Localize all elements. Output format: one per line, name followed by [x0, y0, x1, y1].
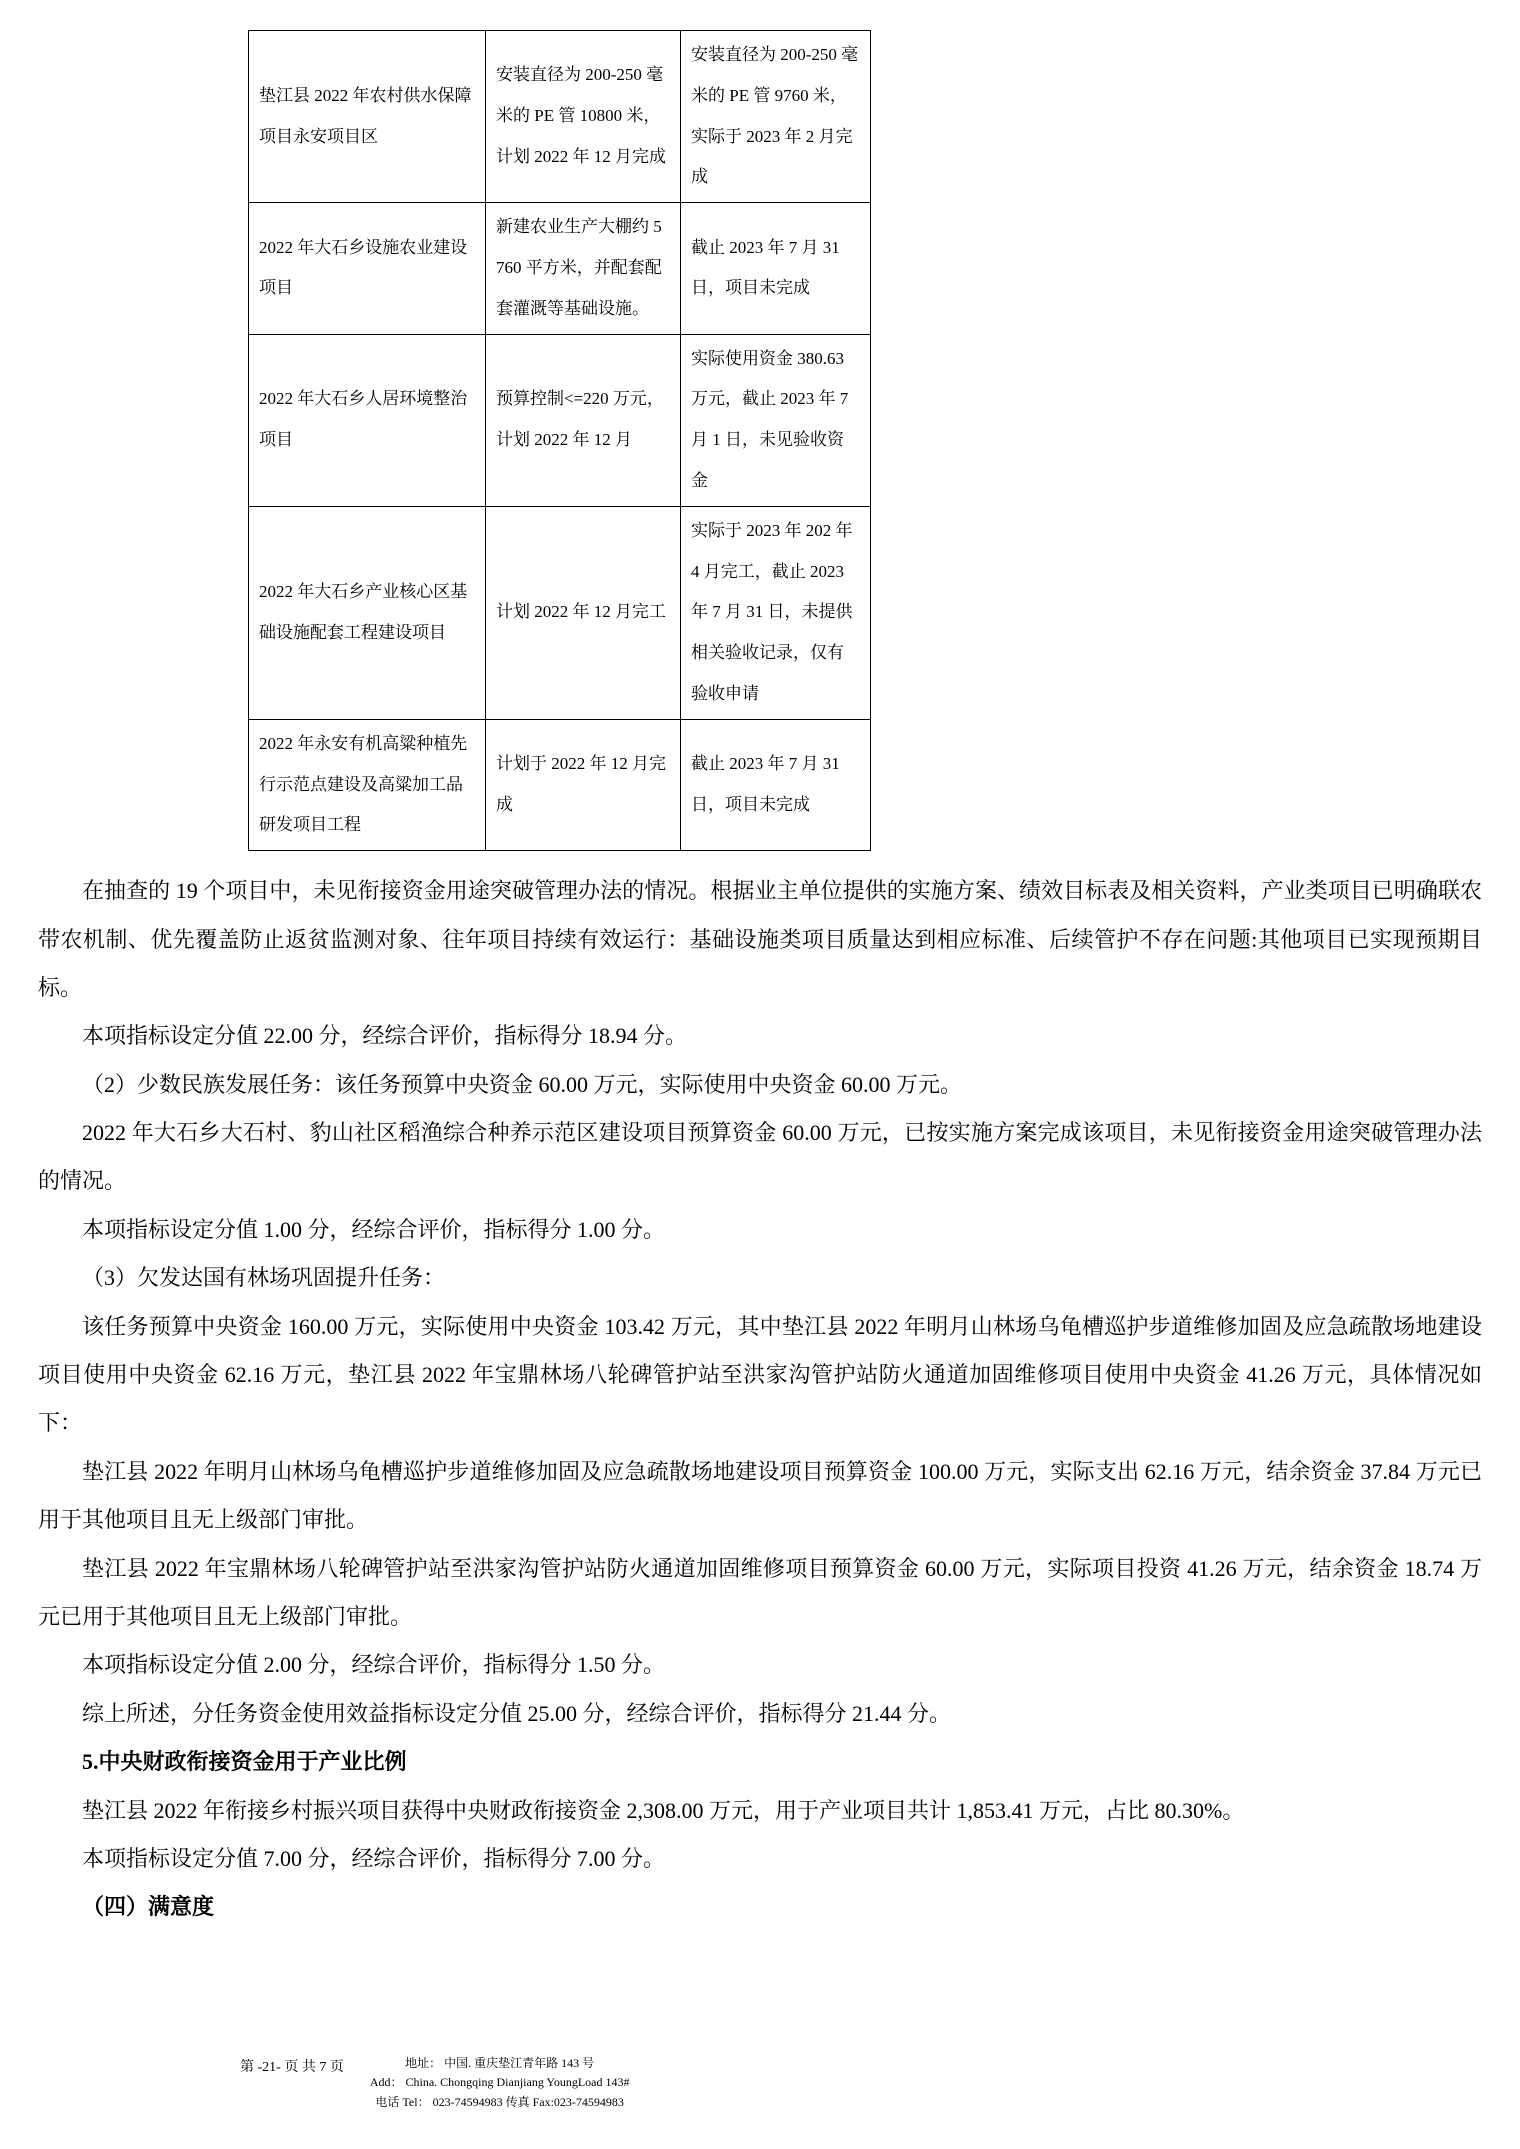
- cell-planned-target: 新建农业生产大棚约 5760 平方米，并配套配套灌溉等基础设施。: [486, 203, 681, 334]
- cell-project-name: 2022 年大石乡设施农业建设项目: [249, 203, 486, 334]
- footer-page-number: 第 -21- 页 共 7 页: [240, 2059, 344, 2075]
- cell-project-name: 垫江县 2022 年农村供水保障项目永安项目区: [249, 31, 486, 203]
- table-row: [249, 334, 871, 506]
- paragraph: 在抽查的 19 个项目中，未见衔接资金用途突破管理办法的情况。根据业主单位提供的实施方案、绩效目标表及相关资料，产业类项目已明确联农带农机制、优先覆盖防止返贫监测对象、往年项目持续有效运行：基础设施类项目质量达到相应标准、后续管护不存在问题:其他项目已实现预期目标。: [38, 878, 1482, 1000]
- report-body: [38, 867, 1482, 1932]
- cell-actual-result: 实际使用资金 380.63 万元，截止 2023 年 7 月 1 日，未见验收资金: [681, 334, 871, 506]
- cell-planned-target: 计划于 2022 年 12 月完成: [486, 719, 681, 850]
- cell-actual-result: 安装直径为 200-250 毫米的 PE 管 9760 米，实际于 2023 年 2 月完成: [681, 31, 871, 203]
- paragraph: 本项指标设定分值 7.00 分，经综合评价，指标得分 7.00 分。: [82, 1845, 666, 1871]
- cell-planned-target: 预算控制<=220 万元，计划 2022 年 12 月: [486, 334, 681, 506]
- paragraph: 垫江县 2022 年衔接乡村振兴项目获得中央财政衔接资金 2,308.00 万元，用于产业项目共计 1,853.41 万元，占比 80.30%。: [82, 1797, 1245, 1823]
- page-footer: [240, 2054, 630, 2113]
- cell-planned-target: 计划 2022 年 12 月完工: [486, 506, 681, 719]
- cell-planned-target: 安装直径为 200-250 毫米的 PE 管 10800 米，计划 2022 年 12 月完成: [486, 31, 681, 203]
- section-heading-satisfaction: （四）满意度: [82, 1894, 215, 1920]
- cell-actual-result: 实际于 2023 年 202 年 4 月完工，截止 2023 年 7 月 31 日，未提供相关验收记录，仅有验收申请: [681, 506, 871, 719]
- paragraph: 本项指标设定分值 2.00 分，经综合评价，指标得分 1.50 分。: [82, 1652, 666, 1678]
- cell-project-name: 2022 年大石乡人居环境整治项目: [249, 334, 486, 506]
- paragraph: 2022 年大石乡大石村、豹山社区稻渔综合种养示范区建设项目预算资金 60.00 万元，已按实施方案完成该项目，未见衔接资金用途突破管理办法的情况。: [38, 1120, 1482, 1194]
- table-row: [249, 31, 871, 203]
- footer-address-cn: 地址： 中国. 重庆垫江青年路 143 号: [405, 2055, 595, 2070]
- section-heading-industry-ratio: 5.中央财政衔接资金用于产业比例: [82, 1749, 407, 1775]
- paragraph: （3）欠发达国有林场巩固提升任务：: [82, 1265, 446, 1291]
- paragraph: 综上所述，分任务资金使用效益指标设定分值 25.00 分，经综合评价，指标得分 21.44 分。: [82, 1700, 952, 1726]
- paragraph: 垫江县 2022 年明月山林场乌龟槽巡护步道维修加固及应急疏散场地建设项目预算资金 100.00 万元，实际支出 62.16 万元，结余资金 37.84 万元已用于其他项目且无上级部门审批。: [38, 1458, 1482, 1533]
- table-row: [249, 506, 871, 719]
- footer-phone-fax: 电话 Tel： 023-74594983 传真 Fax:023-74594983: [375, 2095, 624, 2110]
- cell-project-name: 2022 年永安有机高粱种植先行示范点建设及高粱加工品研发项目工程: [249, 719, 486, 850]
- project-status-table: [248, 30, 871, 851]
- paragraph: 垫江县 2022 年宝鼎林场八轮碑管护站至洪家沟管护站防火通道加固维修项目预算资金 60.00 万元，实际项目投资 41.26 万元，结余资金 18.74 万元已用于其他项目且无上级部门审批。: [38, 1555, 1482, 1629]
- footer-address-block: [370, 2054, 630, 2113]
- paragraph: 本项指标设定分值 1.00 分，经综合评价，指标得分 1.00 分。: [82, 1216, 666, 1242]
- cell-actual-result: 截止 2023 年 7 月 31 日，项目未完成: [681, 203, 871, 334]
- table-row: [249, 719, 871, 850]
- footer-address-en: Add： China. Chongqing Dianjiang YoungLoad 143#: [369, 2075, 630, 2090]
- paragraph: （2）少数民族发展任务：该任务预算中央资金 60.00 万元，实际使用中央资金 60.00 万元。: [82, 1071, 963, 1097]
- table-row: [249, 203, 871, 334]
- paragraph: 本项指标设定分值 22.00 分，经综合评价，指标得分 18.94 分。: [82, 1023, 688, 1049]
- cell-actual-result: 截止 2023 年 7 月 31 日，项目未完成: [681, 719, 871, 850]
- paragraph: 该任务预算中央资金 160.00 万元，实际使用中央资金 103.42 万元，其中垫江县 2022 年明月山林场乌龟槽巡护步道维修加固及应急疏散场地建设项目使用中央资金 62.16 万元，垫江县 2022 年宝鼎林场八轮碑管护站至洪家沟管护站防火通道加固维修项目使用中央资金 41.26 万元，具体情况如下：: [38, 1313, 1482, 1436]
- cell-project-name: 2022 年大石乡产业核心区基础设施配套工程建设项目: [249, 506, 486, 719]
